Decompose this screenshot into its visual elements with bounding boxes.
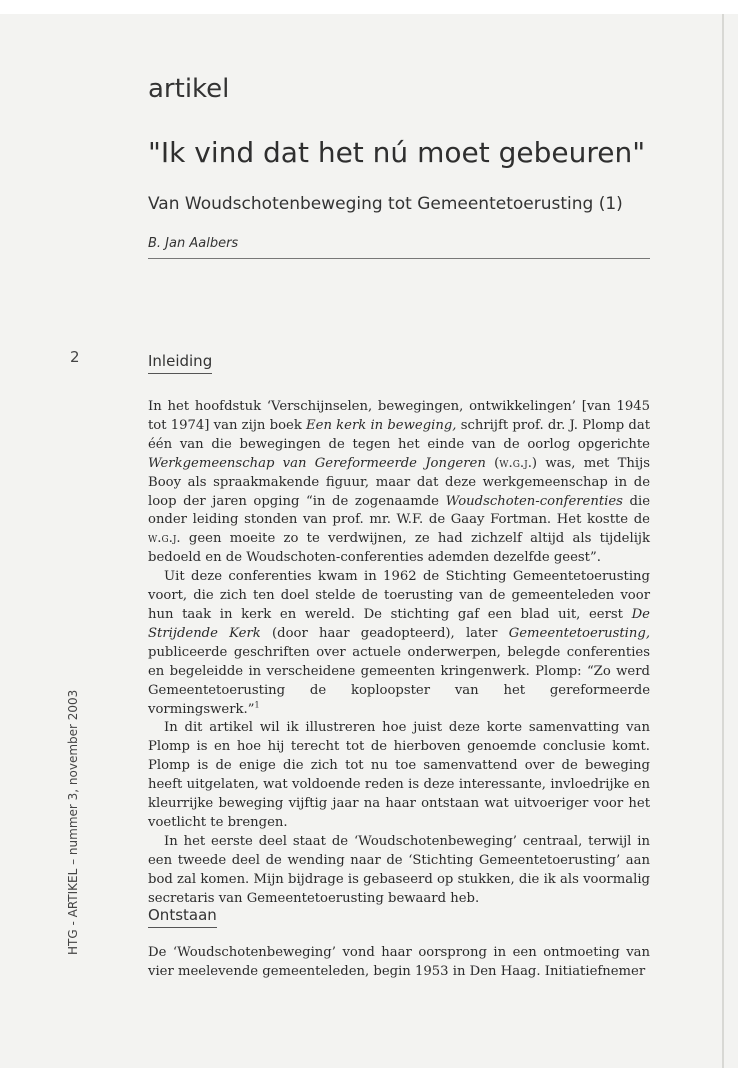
paragraph-4: In het eerste deel staat de ‘Woudschotenbeweging’ centraal, terwijl in een tweede deel de wending naar de ‘Stichting Gemeentetoerusting’ aan bod zal komen. Mijn bijdrage is gebaseerd op stukken, die ik als voormalig secretaris van Gemeentetoerusting bewaard heb. xyxy=(148,833,650,906)
article-title: "Ik vind dat het nú moet gebeuren" xyxy=(148,136,646,169)
page-fold-line xyxy=(722,14,724,1068)
running-footer: HTG - ARTIKEL – nummer 3, november 2003 xyxy=(66,689,80,955)
author-divider xyxy=(148,258,650,259)
section-heading-ontstaan: Ontstaan xyxy=(148,906,217,928)
paragraph-3: In dit artikel wil ik illustreren hoe juist deze korte samenvatting van Plomp is en hoe hij terecht tot de hierboven genoemde conclusie komt. Plomp is de enige die zich tot nu toe samenvattend over de beweging heeft uitgelaten, wat voldoende reden is deze interessante, invloedrijke en kleurrijke beweging vijftig jaar na haar ontstaan wat uitvoeriger voor het voetlicht te brengen. xyxy=(148,720,650,830)
paragraph-2: Uit deze conferenties kwam in 1962 de Stichting Gemeentetoerusting voort, die zich ten doel stelde de toerusting van de gemeenteleden voor hun taak in kerk en wereld. De stichting gaf een blad uit, eerst De Strijdende Kerk (door haar geadopteerd), later Gemeentetoerusting, publiceerde geschriften over actuele onderwerpen, belegde conferenties en begeleidde in verscheidene gemeenten kringenwerk. Plomp: “Zo werd Gemeentetoerusting de koploopster van het gereformeerde vormingswerk.”$^1$ xyxy=(148,569,651,717)
footnote-marker[interactable]: 1 xyxy=(254,700,260,710)
section-heading-inleiding: Inleiding xyxy=(148,352,212,374)
paragraph-1: In het hoofdstuk ‘Verschijnselen, bewegingen, ontwikkelingen’ [van 1945 tot 1974] van zijn boek Een kerk in beweging, schrijft prof. dr. J. Plomp dat één van die bewegingen de tegen het einde van de oorlog opgerichte Werkgemeenschap van Gereformeerde Jongeren (w.g.j.) was, met Thijs Booy als spraakmakende figuur, maar dat deze werkgemeenschap in de loop der jaren opging “in de zogenaamde Woudschoten-conferenties die onder leiding stonden van prof. mr. W.F. de Gaay Fortman. Het kostte de w.g.j. geen moeite zo te verdwijnen, ze had zichzelf altijd als tijdelijk bedoeld en de Woudschoten-conferenties ademden dezelfde geest”. xyxy=(148,399,651,566)
author-name: B. Jan Aalbers xyxy=(148,236,239,251)
section-body-ontstaan xyxy=(148,944,650,982)
section-body-inleiding xyxy=(148,398,650,908)
scan-edge-top xyxy=(0,0,738,14)
section-label: artikel xyxy=(148,74,230,104)
paragraph-5: De ‘Woudschotenbeweging’ vond haar oorsprong in een ontmoeting van vier meelevende gemeenteleden, begin 1953 in Den Haag. Initiatiefnemer xyxy=(148,945,650,979)
page-number: 2 xyxy=(70,348,80,366)
article-subtitle: Van Woudschotenbeweging tot Gemeentetoerusting (1) xyxy=(148,194,623,214)
